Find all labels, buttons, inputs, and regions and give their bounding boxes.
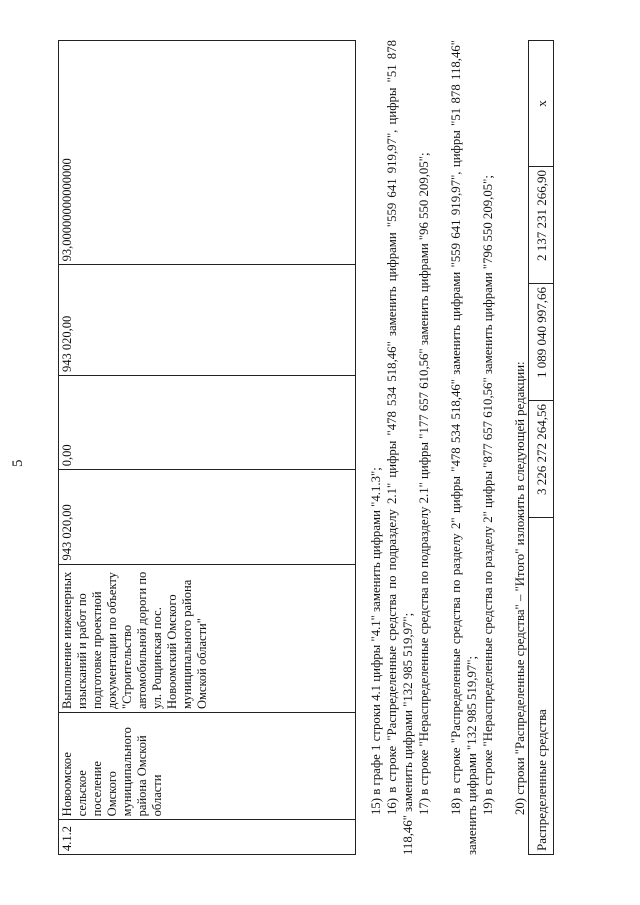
amount-cell-2: 0,00 xyxy=(59,375,356,469)
page-number: 5 xyxy=(10,459,26,467)
budget-table-row-4-1-2 xyxy=(58,40,356,855)
amount-total-cell: 943 020,00 xyxy=(59,470,356,564)
distributed-mark-cell: x xyxy=(529,41,554,167)
distributed-funds-table xyxy=(528,40,554,855)
amount-cell-3: 943 020,00 xyxy=(59,265,356,376)
share-cell: 93,00000000000000 xyxy=(59,41,356,265)
work-description-cell: Выполнение инженерных изысканий и работ по подготовке проектной документации по объекту "Строительство автомобильной дороги по ул. Рощинская пос. Новоомский Омского муниципального района Омской области" xyxy=(59,564,356,712)
amendment-15: 15) в графе 1 строки 4.1 цифры "4.1" заменить цифрами "4.1.3"; xyxy=(369,467,383,815)
amendment-18: 18) в строке "Распределенные средства по разделу 2" цифры "478 534 518,46" заменить цифрами "559 641 919,97", цифры "51 878 118,46" заменить цифрами "132 985 519,97"; xyxy=(449,40,479,855)
table-row xyxy=(529,41,554,855)
amendment-19: 19) в строке "Нераспределенные средства по разделу 2" цифры "877 657 610,56" заменить цифрами "796 550 209,05"; xyxy=(481,175,495,815)
table-row xyxy=(59,41,356,855)
amendment-20: 20) строки "Распределенные средства" – "Итого" изложить в следующей редакции: xyxy=(513,361,527,815)
distributed-funds-label-cell: Распределенные средства xyxy=(529,518,554,855)
amendment-17: 17) в строке "Нераспределенные средства по подразделу 2.1" цифры "177 657 610,56" заменить цифрами "96 550 209,05"; xyxy=(417,152,431,815)
distributed-amount-1-cell: 3 226 272 264,56 xyxy=(529,401,554,518)
distributed-amount-3-cell: 2 137 231 266,90 xyxy=(529,167,554,284)
amendment-16: 16) в строке "Распределенные средства по подразделу 2.1" цифры "478 534 518,46" заменить цифрами "559 641 919,97", цифры "51 878 118,46" заменить цифрами "132 985 519,97"; xyxy=(385,40,415,855)
distributed-amount-2-cell: 1 089 040 997,66 xyxy=(529,284,554,401)
municipality-name-cell: Новоомское сельское поселение Омского муниципального района Омской области xyxy=(59,713,356,820)
row-number-cell: 4.1.2 xyxy=(59,820,356,855)
